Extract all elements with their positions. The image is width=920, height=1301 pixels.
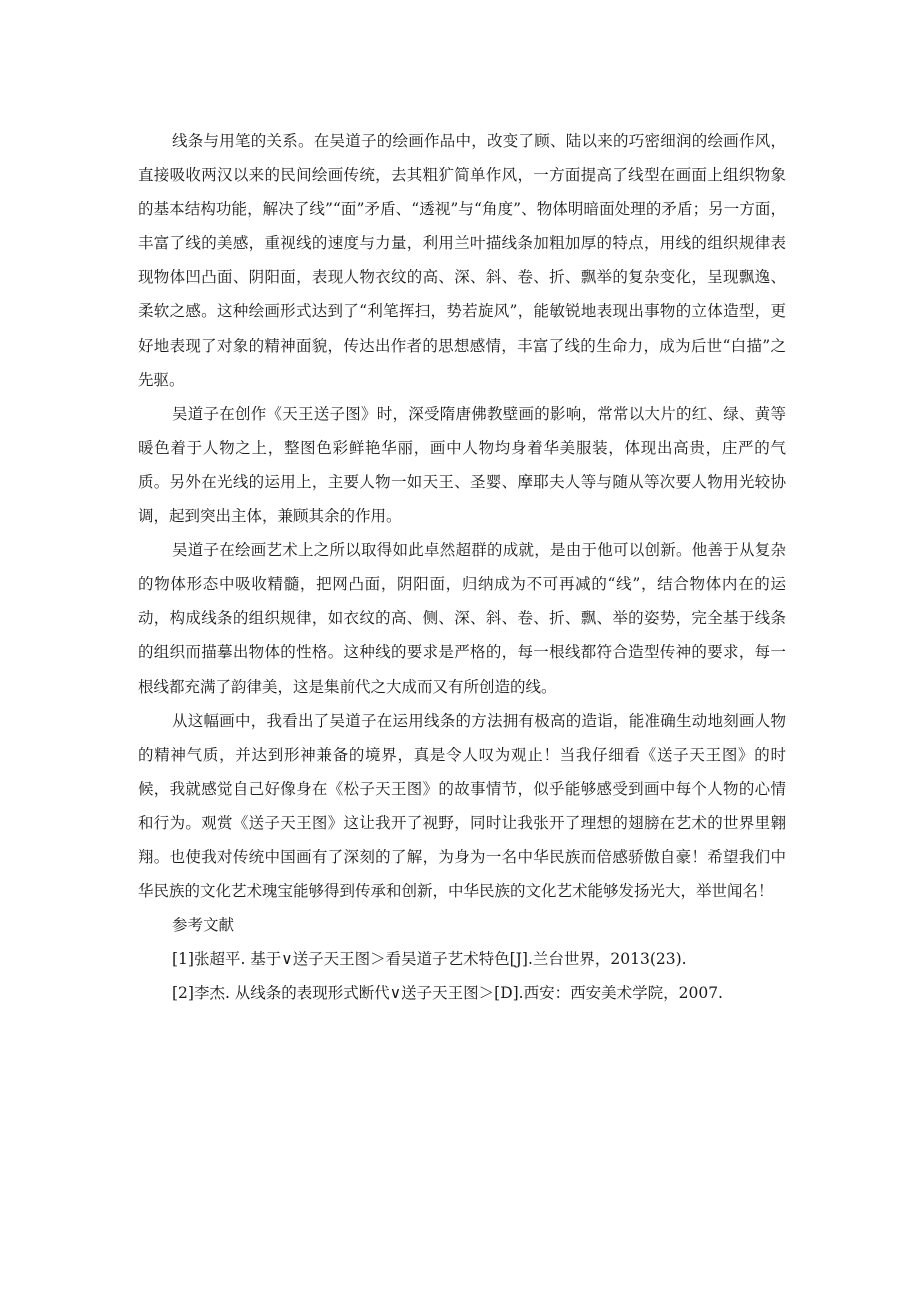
paragraph-innovation: 吴道子在绘画艺术上之所以取得如此卓然超群的成就，是由于他可以创新。他善于从复杂的物体形态中吸收精髓，把网凸面，阴阳面，归纳成为不可再减的“线”，结合物体内在的运动，构成线条的组织规律，如衣纹的高、侧、深、斜、卷、折、飘、举的姿势，完全基于线条的组织而描摹出物体的性格。这种线的要求是严格的，每一根线都符合造型传神的要求，每一根线都充满了韵律美，这是集前代之大成而又有所创造的线。 (138, 541, 786, 696)
document-body (138, 124, 786, 1010)
paragraph-color-and-light: 吴道子在创作《天王送子图》时，深受隋唐佛教壁画的影响，常常以大片的红、绿、黄等暖色着于人物之上，整图色彩鲜艳华丽，画中人物均身着华美服装，体现出高贵，庄严的气质。另外在光线的运用上，主要人物一如天王、圣婴、摩耶夫人等与随从等次要人物用光较协调，起到突出主体，兼顾其余的作用。 (138, 404, 786, 526)
references-heading: 参考文献 (172, 916, 235, 935)
paragraph-line-art: 线条与用笔的关系。在吴道子的绘画作品中，改变了顾、陆以来的巧密细润的绘画作风，直接吸收两汉以来的民间绘画传统，去其粗犷简单作风，一方面提高了线型在画面上组织物象的基本结构功能，解决了线”“面”矛盾、“透视”与“角度”、物体明暗面处理的矛盾；另一方面，丰富了线的美感，重视线的速度与力量，利用兰叶描线条加粗加厚的特点，用线的组织规律表现物体凹凸面、阴阳面，表现人物衣纹的高、深、斜、卷、折、飘举的复杂变化，呈现飘逸、柔软之感。这种绘画形式达到了“利笔挥扫，势若旋风”，能敏锐地表现出事物的立体造型，更好地表现了对象的精神面貌，传达出作者的思想感情，丰富了线的生命力，成为后世“白描”之先驱。 (138, 132, 786, 389)
paragraph-conclusion: 从这幅画中，我看出了吴道子在运用线条的方法拥有极高的造诣，能准确生动地刻画人物的精神气质，并达到形神兼备的境界，真是令人叹为观止！当我仔细看《送子天王图》的时候，我就感觉自己好像身在《松子天王图》的故事情节，似乎能够感受到画中每个人物的心情和行为。观赏《送子天王图》这让我开了视野，同时让我张开了理想的翅膀在艺术的世界里翱翔。也使我对传统中国画有了深刻的了解，为身为一名中华民族而倍感骄傲自豪！希望我们中华民族的文化艺术瑰宝能够得到传承和创新，中华民族的文化艺术能够发扬光大，举世闻名！ (138, 711, 786, 901)
reference-item: [2]李杰. 从线条的表现形式断代∨送子天王图＞[D].西安：西安美术学院，2007. (172, 984, 723, 1003)
reference-item: [1]张超平. 基于∨送子天王图＞看吴道子艺术特色[J].兰台世界，2013(23). (172, 950, 687, 969)
